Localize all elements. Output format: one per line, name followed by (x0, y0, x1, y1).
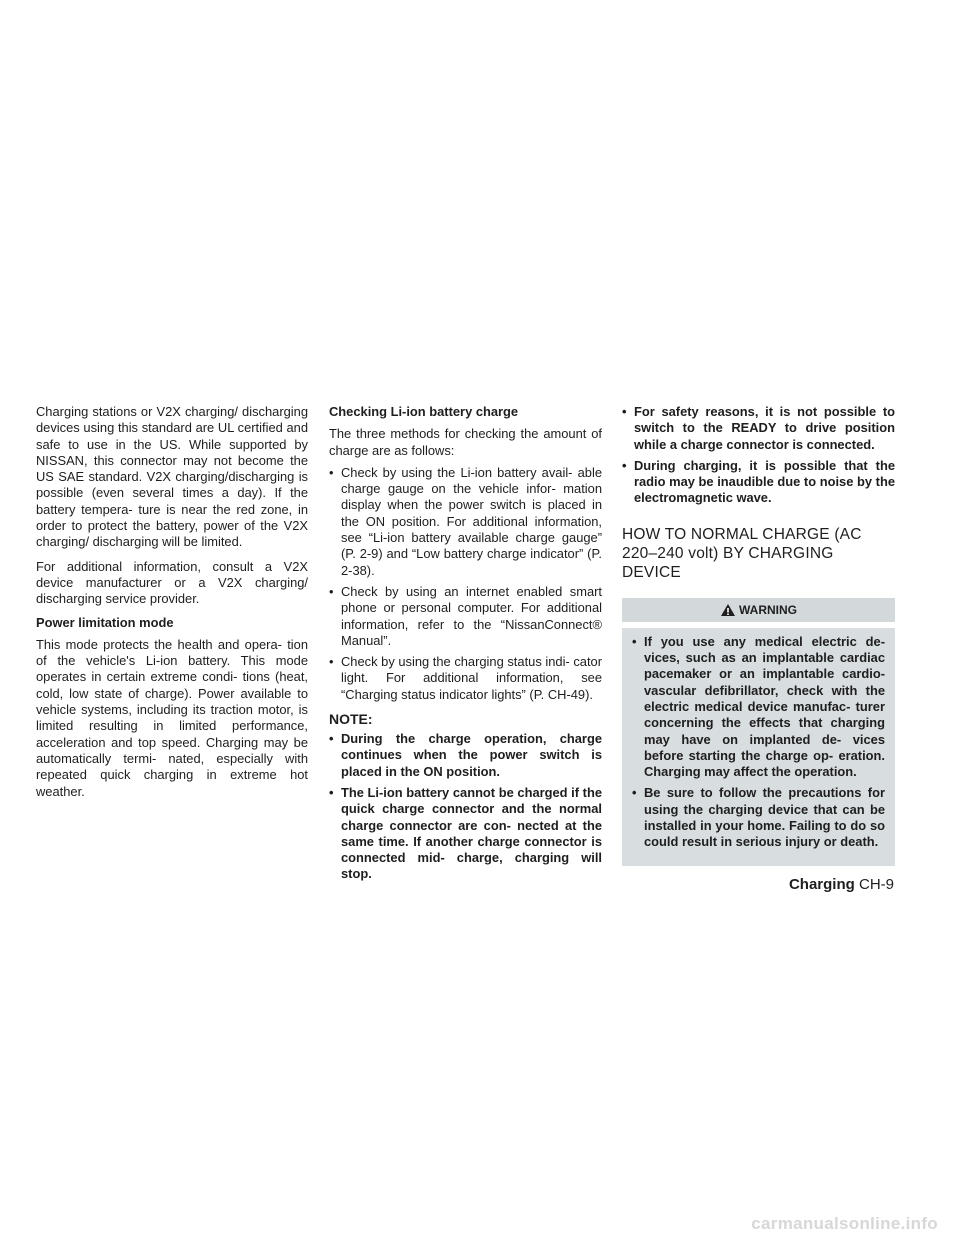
paragraph-power-limitation: This mode protects the health and opera- tion of the vehicle's Li-ion battery. This mode operates in certain extreme condi- tions (heat, cold, low state of charge). Power available to vehicle systems, including its traction motor, is limited resulting in limited performance, acceleration and top speed. Charging may be automatically termi- nated, especially with repeated quick charging in extreme hot weather. (36, 636, 308, 799)
paragraph-v2x-charging: Charging stations or V2X charging/ discharging devices using this standard are UL certified and safe to use in the US. While supported by NISSAN, this connector may not become the US SAE standard. V2X charging/discharging is possible (even several times a day). If the battery tempera- ture is near the red zone, in order to protect the battery, power of the V2X charging/ discharging will be limited. (36, 404, 308, 550)
list-item: • During charging, it is possible that the radio may be inaudible due to noise by the electromagnetic wave. (622, 458, 895, 507)
heading-checking-charge: Checking Li-ion battery charge (329, 404, 519, 419)
heading-power-limitation: Power limitation mode (36, 614, 174, 630)
note-heading: NOTE: (329, 711, 373, 728)
list-item: • If you use any medical electric de- vices, such as an implantable cardiac pacemaker or an implantable cardio- vascular defibrillator, check with the electric medical device manufac- turer concerning the effects that charging may have on implanted de- vices before starting the charge op- eration. Charging may affect the operation. (632, 634, 885, 781)
column-1 (36, 404, 308, 800)
list-item: • The Li-ion battery cannot be charged if the quick charge connector and the normal charge connector are con- nected at the same time. If another charge connector is connected mid- charge, charging will stop. (329, 785, 602, 883)
footer-section: Charging (788, 876, 855, 893)
page-footer (789, 876, 894, 894)
list-item: • Check by using an internet enabled smart phone or personal computer. For additional information, refer to the “NissanConnect® Manual”. (329, 584, 602, 649)
column-3 (622, 404, 895, 866)
warning-header (622, 598, 895, 628)
notes-list-continued (622, 404, 895, 507)
warning-triangle-icon (720, 603, 736, 617)
notes-list (329, 731, 602, 883)
list-item: • Check by using the Li-ion battery avail- able charge gauge on the vehicle infor- mation display when the power switch is placed in the ON position. For additional information, see “Li-ion battery available charge gauge” (P. 2-9) and “Low battery charge indicator” (P. 2-38). (329, 465, 602, 579)
methods-list (329, 465, 602, 703)
footer-page-number: CH-9 (858, 876, 894, 893)
section-title-normal-charge: HOW TO NORMAL CHARGE (AC 220–240 volt) BY CHARGING DEVICE (622, 525, 862, 581)
list-item: • Check by using the charging status indi- cator light. For additional information, see “Charging status indicator lights” (P. CH-49). (329, 654, 602, 703)
warning-list (632, 634, 885, 851)
watermark: carmanualsonline.info (751, 1214, 938, 1233)
paragraph-three-methods: The three methods for checking the amount of charge are as follows: (329, 426, 602, 458)
paragraph-additional-info: For additional information, consult a V2X device manufacturer or a V2X charging/ discharging service provider. (36, 558, 308, 607)
column-2 (329, 404, 602, 888)
list-item: • During the charge operation, charge continues when the power switch is placed in the ON position. (329, 731, 602, 780)
warning-box (622, 598, 895, 866)
list-item: • Be sure to follow the precautions for using the charging device that can be installed in your home. Failing to do so could result in serious injury or death. (632, 785, 885, 850)
warning-label: WARNING (739, 602, 797, 617)
list-item: • For safety reasons, it is not possible to switch to the READY to drive position while a charge connector is connected. (622, 404, 895, 453)
